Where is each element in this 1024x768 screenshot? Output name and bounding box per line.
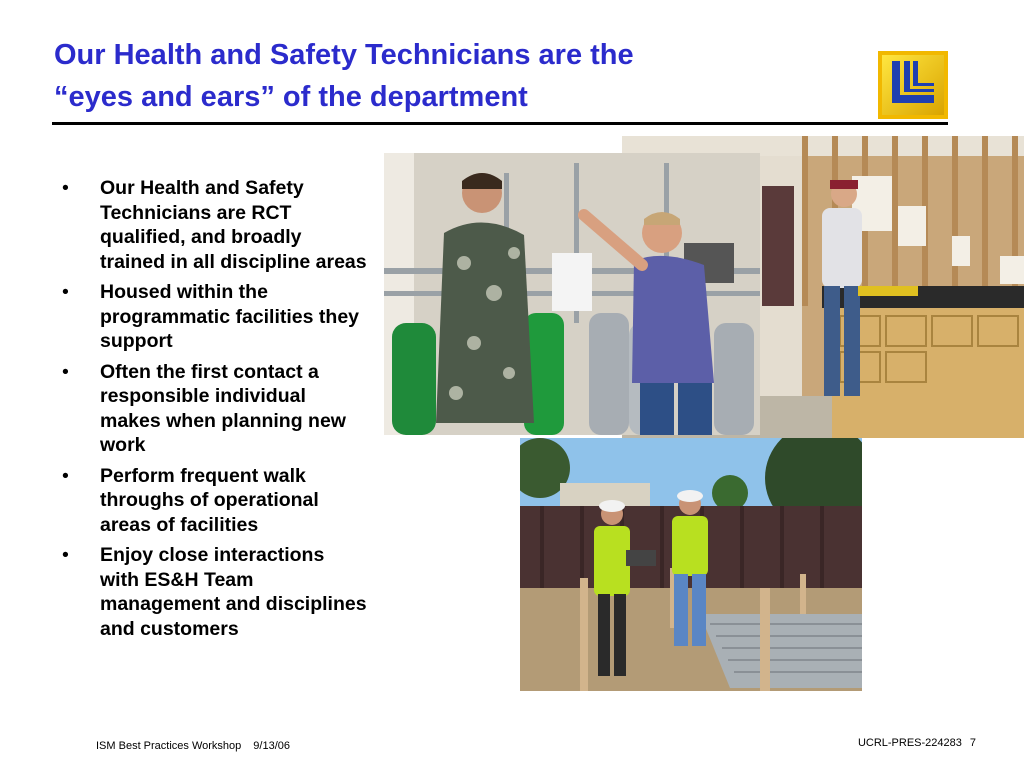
bullet-glyph: • bbox=[62, 464, 69, 487]
slide-title bbox=[54, 34, 834, 118]
bullet-item bbox=[58, 360, 368, 458]
llnl-logo-icon bbox=[878, 51, 948, 119]
bullet-list bbox=[58, 176, 368, 647]
bullet-text: Housed within the programmatic facilities they support bbox=[100, 281, 360, 352]
slide-title-line-1: Our Health and Safety Technicians are the bbox=[54, 39, 634, 71]
outdoor-inspection-photo bbox=[520, 438, 862, 691]
gas-cylinders-photo bbox=[384, 153, 760, 435]
page-number: 7 bbox=[969, 737, 976, 749]
footer-date: 9/13/06 bbox=[253, 740, 290, 752]
title-divider bbox=[52, 122, 948, 125]
bullet-text: Often the first contact a responsible individual makes when planning new work bbox=[100, 360, 346, 456]
bullet-item bbox=[58, 543, 368, 641]
bullet-text: Enjoy close interactions with ES&H Team management and disciplines and customers bbox=[100, 544, 367, 640]
bullet-text: Perform frequent walk throughs of operational areas of facilities bbox=[100, 464, 319, 536]
footer-event: ISM Best Practices Workshop bbox=[96, 740, 242, 752]
footer-left bbox=[96, 740, 290, 752]
bullet-glyph: • bbox=[62, 360, 69, 383]
bullet-glyph: • bbox=[62, 177, 69, 199]
bullet-glyph: • bbox=[62, 544, 69, 566]
bullet-item bbox=[58, 464, 368, 538]
bullet-text: Our Health and Safety Technicians are RCT qualified, and broadly trained in all discipline areas bbox=[100, 177, 367, 273]
slide-title-line-2: “eyes and ears” of the department bbox=[54, 81, 528, 113]
footer-doc-id: UCRL-PRES-224283 bbox=[857, 737, 962, 749]
bullet-item bbox=[58, 280, 368, 354]
bullet-glyph: • bbox=[62, 281, 69, 303]
bullet-item bbox=[58, 176, 368, 274]
footer-right bbox=[858, 737, 976, 749]
